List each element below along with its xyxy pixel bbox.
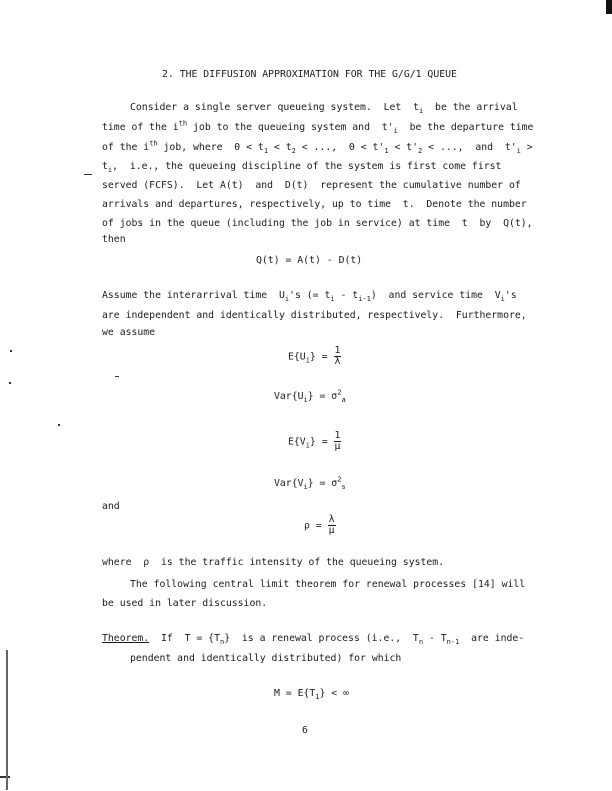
paragraph-line: of the $i^{th}$ job, where $0 < t_1 < t_2$ < ..., $0 < t'_1 < t'_2$ < ..., and $t'_i$ > <box>102 139 533 155</box>
and-label: and <box>102 501 120 512</box>
section-heading: 2. THE DIFFUSION APPROXIMATION FOR THE G/G/1 QUEUE <box>162 69 457 80</box>
scan-mark <box>58 424 60 426</box>
where-line: where ρ is the traffic intensity of the queueing system. <box>102 557 445 568</box>
scan-mark <box>84 174 92 175</box>
paragraph-line: we assume <box>102 327 156 338</box>
scan-mark <box>0 776 10 778</box>
paragraph-line: of jobs in the queue (including the job in service) at time t by Q(t), <box>102 218 533 229</box>
paragraph-line: are independent and identically distributed, respectively. Furthermore, <box>102 310 527 321</box>
page-number: 6 <box>302 725 308 736</box>
paragraph-line: The following central limit theorem for renewal processes [14] will <box>130 579 526 590</box>
scan-mark <box>6 650 8 790</box>
equation-var-u: $Var\{U_i\} = \sigma^2_a$ <box>274 388 346 404</box>
scan-mark <box>10 350 12 352</box>
paragraph-line: time of the $i^{th}$ job to the queueing system and $t'_i$ be the departure time <box>102 119 534 135</box>
paragraph-line: Consider a single server queueing system. Let $t_i$ be the arrival <box>130 102 518 115</box>
scan-mark <box>115 376 119 377</box>
equation-mean-v: $E\{V_i\}$ = $\frac{1}{\mu}$ <box>288 430 341 452</box>
paragraph-line: served (FCFS). Let A(t) and D(t) represent the cumulative number of <box>102 180 521 191</box>
paragraph-line: Assume the interarrival time $U_i's$ (= $t_i - t_{i-1}$) and service time $V_i's$ <box>102 290 517 303</box>
scan-mark <box>606 0 612 14</box>
theorem-label: Theorem. <box>102 633 150 644</box>
theorem-line: Theorem. If $T = \{T_n\}$ is a renewal process (i.e., $T_n - T_{n-1}$ are inde- <box>102 633 525 646</box>
equation-m: $M = E\{T_1\}$ < ∞ <box>274 688 350 701</box>
paragraph-line: arrivals and departures, respectively, up to time t. Denote the number <box>102 199 527 210</box>
equation-q: Q(t) = A(t) - D(t) <box>256 255 363 266</box>
equation-rho: ρ = $\frac{\lambda}{\mu}$ <box>304 514 335 536</box>
paragraph-line: $t_i$, i.e., the queueing discipline of the system is first come first <box>102 161 502 174</box>
equation-var-v: $Var\{V_i\} = \sigma^2_s$ <box>274 475 346 491</box>
paragraph-line: be used in later discussion. <box>102 598 268 609</box>
equation-mean-u: $E\{U_i\}$ = $\frac{1}{\lambda}$ <box>288 345 341 367</box>
theorem-line: pendent and identically distributed) for which <box>130 653 402 664</box>
paragraph-line: then <box>102 234 126 245</box>
scan-mark <box>9 382 11 384</box>
